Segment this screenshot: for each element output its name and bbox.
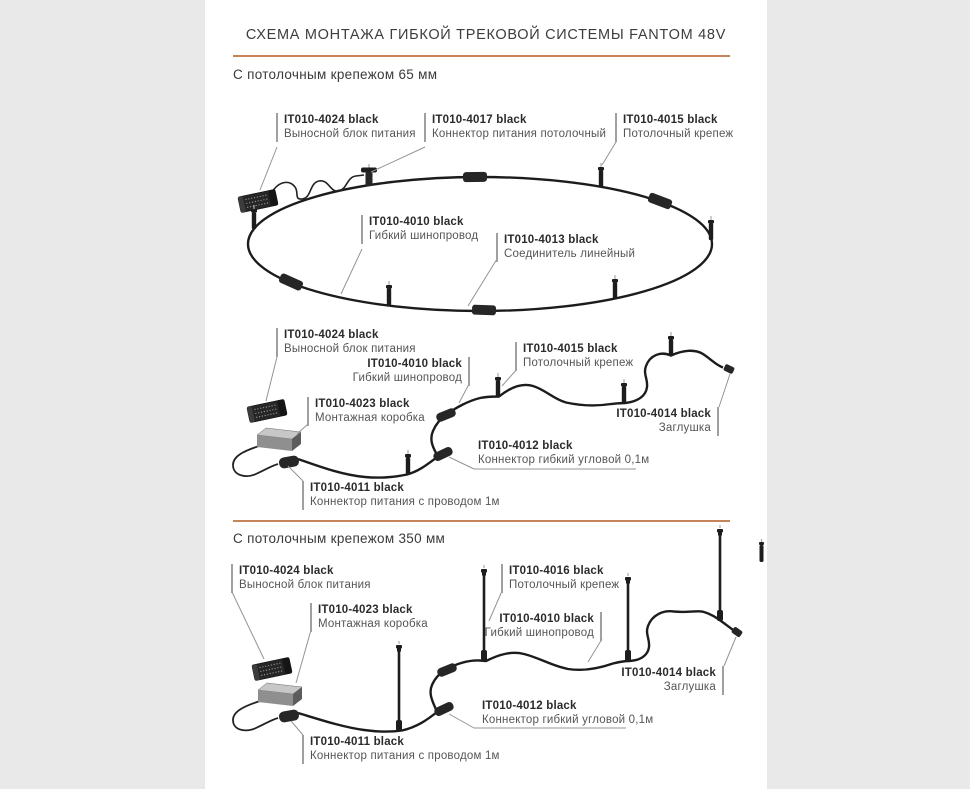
label-mounting-box [310, 603, 428, 632]
rod-piece-icon [759, 539, 764, 562]
part-code: IT010-4011 black [310, 736, 404, 748]
label-corner-connector [478, 439, 649, 467]
label-ceiling-mount-65 [515, 342, 633, 371]
linear-joint-icon [278, 273, 304, 292]
corner-connector-icon [436, 662, 458, 678]
ceiling-mount-65-icon [708, 216, 714, 240]
power-cord-connector-icon [278, 709, 300, 723]
label-power-supply [231, 564, 371, 593]
part-code: IT010-4013 black [504, 234, 599, 246]
corner-connector-icon [433, 701, 455, 718]
part-desc: Коннектор питания потолочный [432, 128, 607, 140]
part-code: IT010-4010 black [369, 216, 464, 228]
label-ceiling-mount-65 [615, 113, 733, 142]
part-code: IT010-4012 black [478, 440, 573, 452]
part-code: IT010-4014 black [621, 667, 716, 679]
label-power-cord-connector [302, 735, 500, 764]
ceiling-mount-350-icon [396, 641, 402, 731]
part-desc: Заглушка [658, 422, 711, 434]
part-desc: Монтажная коробка [318, 618, 428, 630]
part-code: IT010-4010 black [499, 613, 594, 625]
label-mounting-box [307, 397, 425, 426]
label-ceiling-mount-350 [501, 564, 619, 593]
label-flexible-track [485, 612, 602, 641]
label-power-supply [276, 328, 416, 357]
mounting-box-icon [257, 428, 301, 451]
corner-connector-icon [432, 446, 454, 463]
part-desc: Гибкий шинопровод [369, 230, 479, 242]
endcap-icon [731, 626, 743, 637]
ceiling-mount-65-icon [668, 332, 674, 356]
label-endcap [621, 666, 724, 695]
flexible-track-oval [248, 177, 712, 311]
part-desc: Выносной блок питания [284, 128, 416, 140]
part-code: IT010-4024 black [239, 565, 334, 577]
part-code: IT010-4011 black [310, 482, 404, 494]
part-code: IT010-4016 black [509, 565, 604, 577]
label-flexible-track [353, 357, 470, 386]
part-code: IT010-4012 black [482, 700, 577, 712]
ceiling-mount-65-icon [612, 275, 618, 299]
part-desc: Потолочный крепеж [623, 128, 734, 140]
ceiling-mount-350-icon [625, 573, 631, 661]
label-flexible-track [361, 215, 478, 244]
page-title: СХЕМА МОНТАЖА ГИБКОЙ ТРЕКОВОЙ СИСТЕМЫ FANTOM 48V [245, 27, 727, 43]
linear-joint-icon [463, 172, 487, 182]
part-desc: Гибкий шинопровод [484, 627, 594, 639]
section-heading-65mm: С потолочным крепежом 65 мм [233, 67, 438, 82]
power-lead-loop [233, 701, 278, 730]
label-corner-connector [482, 699, 653, 727]
part-code: IT010-4015 black [623, 114, 718, 126]
part-code: IT010-4024 black [284, 114, 379, 126]
part-code: IT010-4023 black [318, 604, 413, 616]
label-endcap [616, 407, 719, 436]
power-lead-loop [233, 446, 278, 476]
part-desc: Потолочный крепеж [523, 357, 634, 369]
endcap-icon [723, 364, 735, 375]
part-desc: Коннектор питания с проводом 1м [310, 496, 500, 508]
label-ceiling-power-connector [424, 113, 606, 142]
power-supply-icon [247, 399, 287, 423]
part-code: IT010-4015 black [523, 343, 618, 355]
part-code: IT010-4017 black [432, 114, 527, 126]
mounting-box-icon [258, 683, 302, 706]
linear-joint-icon [647, 192, 673, 210]
linear-joint-icon [472, 305, 496, 316]
ceiling-mount-65-icon [495, 373, 501, 397]
ceiling-mount-350-icon [717, 525, 723, 621]
part-desc: Коннектор питания с проводом 1м [310, 750, 500, 762]
ceiling-mount-65-icon [621, 379, 627, 403]
part-desc: Коннектор гибкий угловой 0,1м [482, 714, 654, 726]
part-code: IT010-4024 black [284, 329, 379, 341]
corner-connector-icon [435, 407, 457, 423]
power-supply-icon [238, 189, 278, 213]
power-supply-icon [252, 657, 292, 681]
part-desc: Выносной блок питания [239, 579, 371, 591]
ceiling-mount-65-icon [405, 450, 411, 474]
ceiling-mount-65-icon [598, 163, 604, 187]
label-power-supply [276, 113, 416, 142]
part-desc: Гибкий шинопровод [352, 372, 462, 384]
part-desc: Потолочный крепеж [509, 579, 620, 591]
section-heading-350mm: С потолочным крепежом 350 мм [233, 531, 446, 546]
label-power-cord-connector [302, 481, 500, 510]
part-code: IT010-4010 black [367, 358, 462, 370]
part-desc: Коннектор гибкий угловой 0,1м [478, 454, 650, 466]
label-linear-joint [496, 233, 635, 262]
part-desc: Монтажная коробка [315, 412, 425, 424]
part-code: IT010-4023 black [315, 398, 410, 410]
part-code: IT010-4014 black [616, 408, 711, 420]
ceiling-mount-65-icon [386, 281, 392, 305]
part-desc: Соединитель линейный [504, 248, 636, 260]
part-desc: Заглушка [663, 681, 716, 693]
part-desc: Выносной блок питания [284, 343, 416, 355]
